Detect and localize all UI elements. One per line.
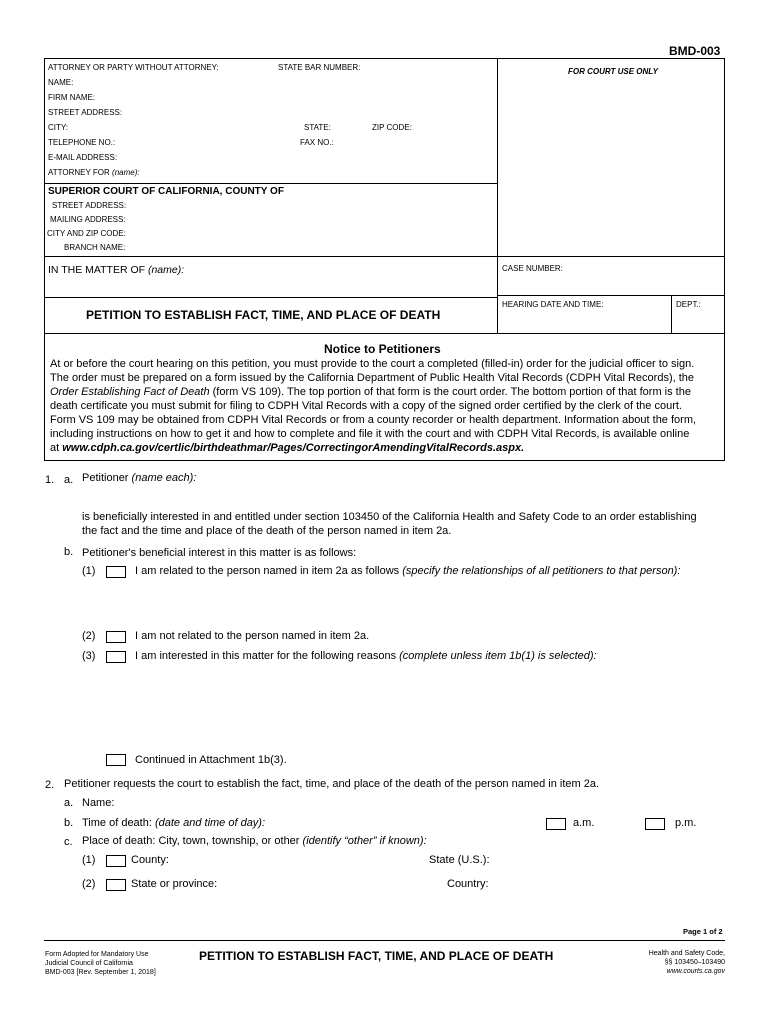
- state-us-label: State (U.S.):: [429, 854, 490, 866]
- pm-checkbox[interactable]: [645, 818, 665, 830]
- option-3-number: (3): [82, 650, 96, 662]
- zip-label: ZIP CODE:: [372, 123, 412, 132]
- continued-text: Continued in Attachment 1b(3).: [135, 754, 287, 766]
- option-2-text: I am not related to the person named in item 2a.: [135, 630, 370, 642]
- notice-line-1: At or before the court hearing on this petition, you must provide to the court a completed (filled-in) order for the judicial officer to sign.: [50, 358, 695, 370]
- country-label: Country:: [447, 878, 489, 890]
- continued-checkbox[interactable]: [106, 754, 126, 766]
- footer-left-3: BMD-003 [Rev. September 1, 2018]: [45, 969, 156, 976]
- attorney-for-label: ATTORNEY FOR (name):: [48, 168, 140, 177]
- notice-line-5: Form VS 109 may be obtained from CDPH Vital Records or from a county recorder or health department. Information about the form,: [50, 414, 697, 426]
- item-2-text: Petitioner requests the court to establish the fact, time, and place of the death of the person named in item 2a.: [64, 778, 600, 790]
- related-checkbox[interactable]: [106, 566, 126, 578]
- court-use-label: FOR COURT USE ONLY: [568, 67, 658, 76]
- item-1-number: 1.: [45, 474, 55, 486]
- footer-left-1: Form Adopted for Mandatory Use: [45, 951, 149, 958]
- branch-name-label: BRANCH NAME:: [64, 243, 126, 252]
- footer-right-2: §§ 103450–103490: [664, 959, 725, 966]
- item-1b-letter: b.: [64, 546, 74, 558]
- state-label: STATE:: [304, 123, 331, 132]
- option-1-number: (1): [82, 565, 96, 577]
- court-mailing-label: MAILING ADDRESS:: [50, 215, 126, 224]
- pm-label: p.m.: [675, 817, 697, 829]
- courts-link[interactable]: www.courts.ca.gov: [666, 968, 725, 975]
- court-title: SUPERIOR COURT OF CALIFORNIA, COUNTY OF: [48, 186, 284, 197]
- street-address-label: STREET ADDRESS:: [48, 108, 123, 117]
- place-of-death-label: Place of death: City, town, township, or other (identify “other” if known):: [82, 835, 427, 847]
- form-number: BMD-003: [669, 44, 721, 58]
- cdph-link[interactable]: www.cdph.ca.gov/certlic/birthdeathmar/Pages/CorrectingorAmendingVitalRecords.aspx.: [62, 442, 525, 454]
- item-1a-letter: a.: [64, 474, 74, 486]
- notice-line-4: death certificate you must submit for filing to CDPH Vital Records with a copy of the signed order certified by the clerk of the court.: [50, 400, 682, 412]
- hearing-label: HEARING DATE AND TIME:: [502, 300, 604, 309]
- item-1a-text-2: the fact and the time and place of the death of the person named in item 2a.: [82, 525, 452, 537]
- notice-line-3: Order Establishing Fact of Death (form VS 109). The top portion of that form is the court order. The bottom portion of that form is the: [50, 386, 691, 398]
- footer-left-2: Judicial Council of California: [45, 960, 133, 967]
- matter-label: IN THE MATTER OF (name):: [48, 264, 185, 276]
- item-2c-letter: c.: [64, 836, 73, 848]
- item-1b-label: Petitioner's beneficial interest in this matter is as follows:: [82, 547, 357, 559]
- county-label: County:: [131, 854, 169, 866]
- form-title: PETITION TO ESTABLISH FACT, TIME, AND PLACE OF DEATH: [86, 308, 441, 322]
- rule: [44, 256, 725, 257]
- firm-name-label: FIRM NAME:: [48, 93, 96, 102]
- state-province-checkbox[interactable]: [106, 879, 126, 891]
- name-label: NAME:: [48, 78, 74, 87]
- state-bar-label: STATE BAR NUMBER:: [278, 63, 361, 72]
- place-1-number: (1): [82, 854, 96, 866]
- county-checkbox[interactable]: [106, 855, 126, 867]
- telephone-label: TELEPHONE NO.:: [48, 138, 116, 147]
- am-checkbox[interactable]: [546, 818, 566, 830]
- place-2-number: (2): [82, 878, 96, 890]
- item-2a-letter: a.: [64, 797, 74, 809]
- time-of-death-label: Time of death: (date and time of day):: [82, 817, 266, 829]
- item-1a-text-1: is beneficially interested in and entitled under section 103450 of the California Health and Safety Code to an order establishing: [82, 511, 697, 523]
- am-label: a.m.: [573, 817, 595, 829]
- interested-checkbox[interactable]: [106, 651, 126, 663]
- notice-line-6: including instructions on how to get it and how to complete and file it with the court and with CDPH Vital Records, is available online: [50, 428, 690, 440]
- not-related-checkbox[interactable]: [106, 631, 126, 643]
- rule: [44, 297, 497, 298]
- fax-label: FAX NO.:: [300, 138, 334, 147]
- item-2b-letter: b.: [64, 817, 74, 829]
- attorney-label: ATTORNEY OR PARTY WITHOUT ATTORNEY:: [48, 63, 219, 72]
- option-3-text: I am interested in this matter for the following reasons (complete unless item 1b(1) is selected):: [135, 650, 597, 662]
- state-province-label: State or province:: [131, 878, 218, 890]
- petitioner-label: Petitioner (name each):: [82, 472, 197, 484]
- notice-line-2: The order must be prepared on a form issued by the California Department of Public Health Vital Records (CDPH Vital Records), the: [50, 372, 695, 384]
- case-number-label: CASE NUMBER:: [502, 264, 563, 273]
- page-number: Page 1 of 2: [683, 927, 723, 936]
- court-city-zip-label: CITY AND ZIP CODE:: [47, 229, 126, 238]
- rule: [671, 295, 672, 334]
- option-1-text: I am related to the person named in item 2a as follows (specify the relationships of all petitioners to that person):: [135, 565, 681, 577]
- dept-label: DEPT.:: [676, 300, 701, 309]
- city-label: CITY:: [48, 123, 69, 132]
- rule: [44, 183, 497, 184]
- caption-divider: [497, 58, 498, 334]
- court-street-label: STREET ADDRESS:: [52, 201, 127, 210]
- rule: [497, 295, 725, 296]
- footer-title: PETITION TO ESTABLISH FACT, TIME, AND PLACE OF DEATH: [199, 949, 554, 963]
- option-2-number: (2): [82, 630, 96, 642]
- name-field-label: Name:: [82, 797, 115, 809]
- footer-rule: [44, 940, 725, 941]
- item-2-number: 2.: [45, 779, 55, 791]
- footer-right-1: Health and Safety Code,: [648, 950, 725, 957]
- email-label: E-MAIL ADDRESS:: [48, 153, 118, 162]
- notice-heading: Notice to Petitioners: [324, 342, 441, 356]
- notice-line-7: at www.cdph.ca.gov/certlic/birthdeathmar/Pages/CorrectingorAmendingVitalRecords.aspx.: [50, 442, 525, 454]
